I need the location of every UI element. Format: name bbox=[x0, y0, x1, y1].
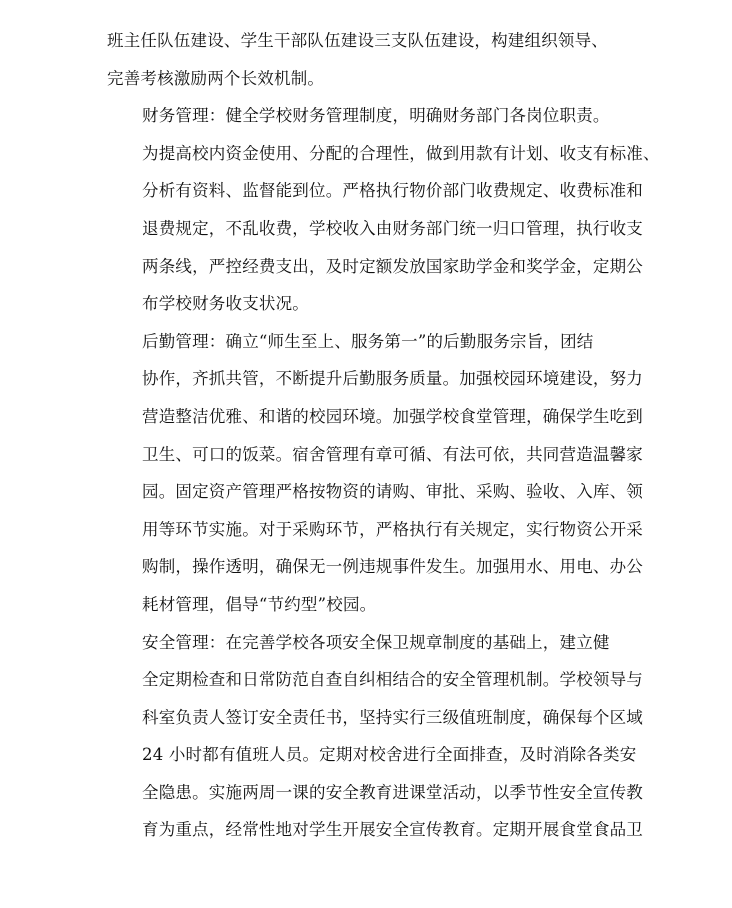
text-line: 园。固定资产管理严格按物资的请购、审批、采购、验收、入库、领 bbox=[142, 482, 643, 502]
text-line: 分析有资料、监督能到位。严格执行物价部门收费规定、收费标准和 bbox=[142, 181, 643, 201]
text-line: 全定期检查和日常防范自查自纠相结合的安全管理机制。学校领导与 bbox=[142, 670, 643, 690]
document-page bbox=[107, 22, 660, 849]
text-line: 班主任队伍建设、学生干部队伍建设三支队伍建设，构建组织领导、 bbox=[107, 31, 608, 50]
text-line: 卫生、可口的饭菜。宿舍管理有章可循、有法可依，共同营造温馨家 bbox=[142, 444, 643, 464]
text-line: 科室负责人签订安全责任书，坚持实行三级值班制度，确保每个区域 bbox=[142, 707, 643, 727]
body-paragraph bbox=[107, 22, 627, 97]
text-line: 后勤管理：确立“师生至上、服务第一”的后勤服务宗旨，团结 bbox=[142, 331, 594, 351]
text-line: 为提高校内资金使用、分配的合理性，做到用款有计划、收支有标准、 bbox=[142, 143, 660, 163]
text-line: 完善考核激励两个长效机制。 bbox=[107, 68, 325, 88]
text-line: 两条线，严控经费支出，及时定额发放国家助学金和奖学金，定期公 bbox=[142, 256, 643, 276]
body-paragraph bbox=[107, 97, 660, 323]
text-line: 全隐患。实施两周一课的安全教育进课堂活动，以季节性安全宣传教 bbox=[142, 782, 643, 802]
body-paragraph bbox=[107, 323, 643, 624]
text-line: 布学校财务收支状况。 bbox=[142, 294, 309, 314]
text-line: 营造整洁优雅、和谐的校园环境。加强学校食堂管理，确保学生吃到 bbox=[142, 406, 643, 426]
text-line: 24 小时都有值班人员。定期对校舍进行全面排查，及时消除各类安 bbox=[142, 745, 637, 765]
text-line: 育为重点，经常性地对学生开展安全宣传教育。定期开展食堂食品卫 bbox=[142, 820, 643, 840]
text-line: 购制，操作透明，确保无一例违规事件发生。加强用水、用电、办公 bbox=[142, 557, 643, 577]
text-line: 耗材管理，倡导“节约型”校园。 bbox=[142, 594, 377, 614]
text-line: 安全管理：在完善学校各项安全保卫规章制度的基础上，建立健 bbox=[142, 632, 610, 652]
text-line: 协作，齐抓共管，不断提升后勤服务质量。加强校园环境建设，努力 bbox=[142, 369, 643, 389]
text-line: 财务管理：健全学校财务管理制度，明确财务部门各岗位职责。 bbox=[142, 106, 610, 126]
body-paragraph bbox=[107, 624, 643, 850]
text-line: 退费规定，不乱收费，学校收入由财务部门统一归口管理，执行收支 bbox=[142, 218, 643, 238]
text-line: 用等环节实施。对于采购环节，严格执行有关规定，实行物资公开采 bbox=[142, 519, 643, 539]
